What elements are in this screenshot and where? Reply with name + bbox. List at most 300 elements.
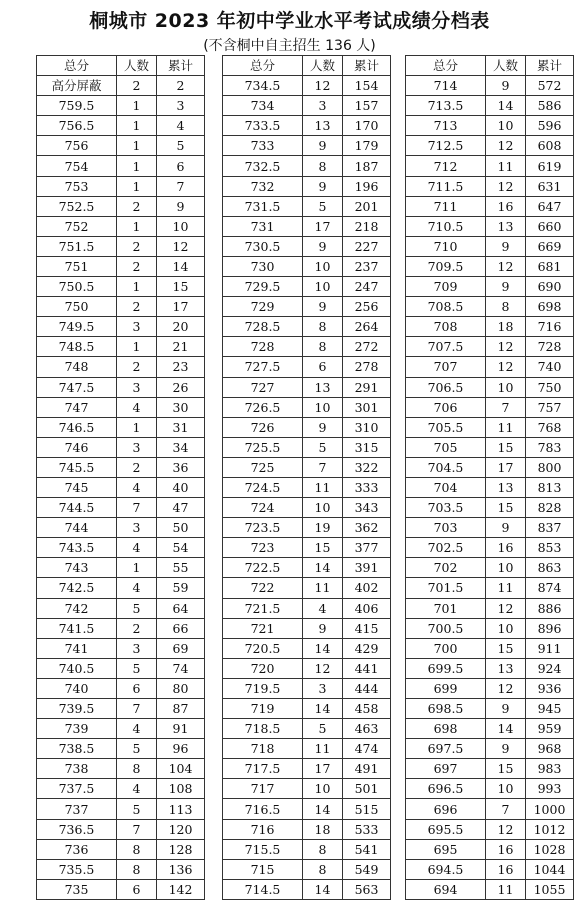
- cell-cumulative: 9: [157, 196, 205, 216]
- score-table-3: [405, 55, 574, 900]
- cell-count: 8: [303, 156, 343, 176]
- table-row: [37, 658, 205, 678]
- cell-total-score: 714.5: [223, 879, 303, 899]
- cell-total-score: 745.5: [37, 457, 117, 477]
- cell-count: 6: [117, 678, 157, 698]
- cell-total-score: 709.5: [406, 256, 486, 276]
- cell-cumulative: 1044: [526, 859, 574, 879]
- table-row: [406, 779, 574, 799]
- cell-count: 14: [303, 879, 343, 899]
- cell-count: 9: [486, 699, 526, 719]
- header-count: 人数: [486, 56, 526, 76]
- cell-total-score: 746: [37, 437, 117, 457]
- cell-cumulative: 17: [157, 297, 205, 317]
- cell-count: 11: [303, 578, 343, 598]
- table-row: [223, 578, 391, 598]
- cell-total-score: 731.5: [223, 196, 303, 216]
- cell-count: 1: [117, 216, 157, 236]
- cell-cumulative: 716: [526, 317, 574, 337]
- cell-cumulative: 563: [343, 879, 391, 899]
- cell-count: 1: [117, 96, 157, 116]
- cell-total-score: 696: [406, 799, 486, 819]
- table-row: [406, 216, 574, 236]
- cell-count: 2: [117, 236, 157, 256]
- cell-count: 7: [117, 819, 157, 839]
- table-row: [223, 799, 391, 819]
- cell-total-score: 705: [406, 437, 486, 457]
- table-row: [223, 759, 391, 779]
- cell-total-score: 711.5: [406, 176, 486, 196]
- cell-count: 9: [486, 739, 526, 759]
- cell-total-score: 706: [406, 397, 486, 417]
- cell-total-score: 739: [37, 719, 117, 739]
- cell-count: 4: [117, 538, 157, 558]
- cell-total-score: 704: [406, 477, 486, 497]
- cell-count: 4: [117, 779, 157, 799]
- table-row: [223, 357, 391, 377]
- cell-total-score: 730: [223, 256, 303, 276]
- cell-count: 11: [486, 879, 526, 899]
- table-row: [223, 417, 391, 437]
- cell-count: 11: [303, 739, 343, 759]
- cell-count: 5: [303, 437, 343, 457]
- table-row: [223, 277, 391, 297]
- table-row: [406, 699, 574, 719]
- cell-total-score: 696.5: [406, 779, 486, 799]
- table-row: [223, 377, 391, 397]
- cell-cumulative: 315: [343, 437, 391, 457]
- cell-total-score: 727.5: [223, 357, 303, 377]
- cell-total-score: 724: [223, 498, 303, 518]
- cell-cumulative: 157: [343, 96, 391, 116]
- cell-cumulative: 541: [343, 839, 391, 859]
- cell-cumulative: 26: [157, 377, 205, 397]
- header-total-score: 总分: [406, 56, 486, 76]
- cell-count: 1: [117, 417, 157, 437]
- table-row: [406, 578, 574, 598]
- cell-total-score: 743.5: [37, 538, 117, 558]
- cell-count: 14: [486, 96, 526, 116]
- cell-count: 10: [303, 498, 343, 518]
- cell-cumulative: 54: [157, 538, 205, 558]
- cell-total-score: 751: [37, 256, 117, 276]
- table-row: [406, 277, 574, 297]
- cell-count: 1: [117, 116, 157, 136]
- cell-total-score: 706.5: [406, 377, 486, 397]
- table-row: [406, 96, 574, 116]
- cell-total-score: 759.5: [37, 96, 117, 116]
- header-cumulative: 累计: [157, 56, 205, 76]
- cell-cumulative: 757: [526, 397, 574, 417]
- cell-cumulative: 5: [157, 136, 205, 156]
- cell-total-score: 728.5: [223, 317, 303, 337]
- cell-cumulative: 264: [343, 317, 391, 337]
- cell-cumulative: 96: [157, 739, 205, 759]
- cell-count: 12: [486, 176, 526, 196]
- cell-cumulative: 120: [157, 819, 205, 839]
- cell-count: 15: [486, 759, 526, 779]
- cell-cumulative: 783: [526, 437, 574, 457]
- cell-total-score: 709: [406, 277, 486, 297]
- table-row: [406, 176, 574, 196]
- table-row: [406, 719, 574, 739]
- cell-count: 8: [303, 317, 343, 337]
- table-row: [223, 638, 391, 658]
- table-row: [223, 397, 391, 417]
- table-row: [37, 759, 205, 779]
- cell-total-score: 710.5: [406, 216, 486, 236]
- table-row: [406, 839, 574, 859]
- table-row: [37, 678, 205, 698]
- cell-cumulative: 800: [526, 457, 574, 477]
- table-row: [223, 518, 391, 538]
- cell-total-score: 734: [223, 96, 303, 116]
- cell-cumulative: 750: [526, 377, 574, 397]
- cell-count: 16: [486, 196, 526, 216]
- cell-cumulative: 187: [343, 156, 391, 176]
- cell-cumulative: 322: [343, 457, 391, 477]
- table-row: [37, 236, 205, 256]
- cell-count: 11: [486, 156, 526, 176]
- table-row: [37, 156, 205, 176]
- table-row: [37, 297, 205, 317]
- cell-count: 11: [303, 477, 343, 497]
- cell-cumulative: 402: [343, 578, 391, 598]
- cell-cumulative: 1012: [526, 819, 574, 839]
- table-row: [37, 859, 205, 879]
- table-row: [223, 176, 391, 196]
- cell-total-score: 718: [223, 739, 303, 759]
- cell-count: 6: [303, 357, 343, 377]
- table-row: [37, 417, 205, 437]
- cell-count: 8: [303, 839, 343, 859]
- cell-cumulative: 20: [157, 317, 205, 337]
- cell-total-score: 695: [406, 839, 486, 859]
- cell-count: 8: [117, 859, 157, 879]
- cell-cumulative: 256: [343, 297, 391, 317]
- cell-cumulative: 968: [526, 739, 574, 759]
- cell-cumulative: 47: [157, 498, 205, 518]
- cell-total-score: 722.5: [223, 558, 303, 578]
- table-row: [406, 538, 574, 558]
- table-row: [406, 357, 574, 377]
- cell-total-score: 720: [223, 658, 303, 678]
- table-row: [37, 277, 205, 297]
- table-row: [223, 76, 391, 96]
- cell-cumulative: 533: [343, 819, 391, 839]
- cell-count: 3: [117, 638, 157, 658]
- cell-cumulative: 837: [526, 518, 574, 538]
- cell-cumulative: 136: [157, 859, 205, 879]
- cell-cumulative: 863: [526, 558, 574, 578]
- table-row: [406, 618, 574, 638]
- cell-count: 4: [117, 719, 157, 739]
- cell-total-score: 705.5: [406, 417, 486, 437]
- table-row: [406, 297, 574, 317]
- cell-total-score: 694.5: [406, 859, 486, 879]
- cell-cumulative: 278: [343, 357, 391, 377]
- cell-cumulative: 924: [526, 658, 574, 678]
- table-row: [37, 357, 205, 377]
- cell-cumulative: 31: [157, 417, 205, 437]
- cell-total-score: 741.5: [37, 618, 117, 638]
- cell-cumulative: 21: [157, 337, 205, 357]
- table-row: [223, 678, 391, 698]
- cell-count: 14: [303, 799, 343, 819]
- table-row: [37, 839, 205, 859]
- cell-count: 1: [117, 277, 157, 297]
- cell-count: 17: [486, 457, 526, 477]
- table-row: [406, 558, 574, 578]
- table-row: [406, 437, 574, 457]
- cell-count: 10: [303, 779, 343, 799]
- table-row: [406, 377, 574, 397]
- cell-count: 7: [117, 699, 157, 719]
- cell-count: 13: [486, 216, 526, 236]
- cell-cumulative: 690: [526, 277, 574, 297]
- cell-total-score: 743: [37, 558, 117, 578]
- table-row: [223, 457, 391, 477]
- cell-cumulative: 12: [157, 236, 205, 256]
- cell-count: 9: [303, 417, 343, 437]
- cell-cumulative: 15: [157, 277, 205, 297]
- cell-cumulative: 813: [526, 477, 574, 497]
- cell-cumulative: 59: [157, 578, 205, 598]
- cell-count: 3: [117, 317, 157, 337]
- table-row: [406, 518, 574, 538]
- table-row: [37, 116, 205, 136]
- cell-count: 1: [117, 337, 157, 357]
- table-row: [223, 618, 391, 638]
- table-row: [406, 859, 574, 879]
- cell-count: 9: [303, 136, 343, 156]
- table-row: [37, 498, 205, 518]
- cell-count: 11: [486, 417, 526, 437]
- cell-cumulative: 441: [343, 658, 391, 678]
- cell-total-score: 713.5: [406, 96, 486, 116]
- table-row: [406, 678, 574, 698]
- table-row: [223, 598, 391, 618]
- cell-cumulative: 572: [526, 76, 574, 96]
- cell-count: 2: [117, 457, 157, 477]
- table-row: [37, 558, 205, 578]
- cell-count: 12: [303, 76, 343, 96]
- table-row: [223, 297, 391, 317]
- cell-count: 10: [303, 256, 343, 276]
- cell-total-score: 700.5: [406, 618, 486, 638]
- cell-cumulative: 40: [157, 477, 205, 497]
- cell-cumulative: 463: [343, 719, 391, 739]
- cell-total-score: 752.5: [37, 196, 117, 216]
- cell-cumulative: 69: [157, 638, 205, 658]
- cell-count: 4: [303, 598, 343, 618]
- cell-cumulative: 128: [157, 839, 205, 859]
- cell-total-score: 698.5: [406, 699, 486, 719]
- cell-count: 9: [303, 176, 343, 196]
- cell-total-score: 731: [223, 216, 303, 236]
- cell-count: 15: [486, 498, 526, 518]
- cell-total-score: 721: [223, 618, 303, 638]
- cell-count: 18: [486, 317, 526, 337]
- cell-cumulative: 218: [343, 216, 391, 236]
- table-row: [37, 779, 205, 799]
- cell-total-score: 699: [406, 678, 486, 698]
- table-row: [223, 879, 391, 899]
- cell-cumulative: 108: [157, 779, 205, 799]
- cell-cumulative: 549: [343, 859, 391, 879]
- cell-cumulative: 993: [526, 779, 574, 799]
- cell-total-score: 744.5: [37, 498, 117, 518]
- cell-count: 2: [117, 357, 157, 377]
- cell-total-score: 740.5: [37, 658, 117, 678]
- cell-total-score: 726.5: [223, 397, 303, 417]
- table-row: [406, 819, 574, 839]
- cell-cumulative: 87: [157, 699, 205, 719]
- table-row: [37, 739, 205, 759]
- cell-count: 17: [303, 759, 343, 779]
- cell-total-score: 736: [37, 839, 117, 859]
- table-row: [406, 156, 574, 176]
- cell-cumulative: 660: [526, 216, 574, 236]
- cell-total-score: 754: [37, 156, 117, 176]
- cell-total-score: 732: [223, 176, 303, 196]
- cell-total-score: 747.5: [37, 377, 117, 397]
- cell-count: 12: [486, 678, 526, 698]
- cell-count: 2: [117, 618, 157, 638]
- cell-total-score: 714: [406, 76, 486, 96]
- table-row: [406, 196, 574, 216]
- table-row: [37, 638, 205, 658]
- table-row: [223, 96, 391, 116]
- table-row: [37, 538, 205, 558]
- cell-total-score: 712.5: [406, 136, 486, 156]
- cell-total-score: 702.5: [406, 538, 486, 558]
- cell-count: 16: [486, 538, 526, 558]
- cell-cumulative: 179: [343, 136, 391, 156]
- table-row: [406, 116, 574, 136]
- cell-count: 13: [486, 658, 526, 678]
- cell-total-score: 703.5: [406, 498, 486, 518]
- table-row: [37, 578, 205, 598]
- cell-cumulative: 170: [343, 116, 391, 136]
- table-header-row: [406, 56, 574, 76]
- cell-count: 1: [117, 176, 157, 196]
- cell-count: 10: [303, 277, 343, 297]
- cell-cumulative: 728: [526, 337, 574, 357]
- table-row: [223, 437, 391, 457]
- cell-total-score: 718.5: [223, 719, 303, 739]
- cell-count: 1: [117, 136, 157, 156]
- cell-count: 15: [486, 437, 526, 457]
- cell-cumulative: 272: [343, 337, 391, 357]
- cell-cumulative: 377: [343, 538, 391, 558]
- cell-count: 16: [486, 859, 526, 879]
- header-total-score: 总分: [223, 56, 303, 76]
- table-row: [223, 236, 391, 256]
- cell-total-score: 736.5: [37, 819, 117, 839]
- cell-total-score: 753: [37, 176, 117, 196]
- cell-count: 6: [117, 879, 157, 899]
- cell-cumulative: 896: [526, 618, 574, 638]
- table-row: [223, 196, 391, 216]
- cell-cumulative: 30: [157, 397, 205, 417]
- cell-count: 5: [117, 598, 157, 618]
- table-row: [406, 477, 574, 497]
- cell-count: 8: [117, 759, 157, 779]
- cell-total-score: 750: [37, 297, 117, 317]
- cell-count: 10: [486, 779, 526, 799]
- cell-total-score: 724.5: [223, 477, 303, 497]
- cell-cumulative: 2: [157, 76, 205, 96]
- cell-total-score: 725: [223, 457, 303, 477]
- cell-cumulative: 945: [526, 699, 574, 719]
- table-row: [37, 216, 205, 236]
- cell-total-score: 737.5: [37, 779, 117, 799]
- table-row: [223, 538, 391, 558]
- cell-total-score: 720.5: [223, 638, 303, 658]
- cell-count: 12: [486, 357, 526, 377]
- cell-total-score: 721.5: [223, 598, 303, 618]
- cell-count: 9: [486, 76, 526, 96]
- cell-total-score: 748.5: [37, 337, 117, 357]
- cell-total-score: 697: [406, 759, 486, 779]
- cell-cumulative: 237: [343, 256, 391, 276]
- table-row: [37, 699, 205, 719]
- cell-total-score: 729: [223, 297, 303, 317]
- cell-count: 15: [486, 638, 526, 658]
- cell-count: 10: [486, 558, 526, 578]
- cell-count: 2: [117, 196, 157, 216]
- cell-count: 9: [303, 297, 343, 317]
- cell-cumulative: 1000: [526, 799, 574, 819]
- cell-cumulative: 333: [343, 477, 391, 497]
- cell-total-score: 710: [406, 236, 486, 256]
- header-total-score: 总分: [37, 56, 117, 76]
- cell-cumulative: 768: [526, 417, 574, 437]
- table-row: [406, 256, 574, 276]
- table-row: [37, 337, 205, 357]
- cell-cumulative: 201: [343, 196, 391, 216]
- table-row: [406, 236, 574, 256]
- cell-cumulative: 55: [157, 558, 205, 578]
- cell-cumulative: 23: [157, 357, 205, 377]
- cell-count: 8: [117, 839, 157, 859]
- cell-count: 12: [486, 598, 526, 618]
- cell-count: 10: [486, 618, 526, 638]
- cell-total-score: 734.5: [223, 76, 303, 96]
- cell-count: 7: [117, 498, 157, 518]
- cell-count: 1: [117, 558, 157, 578]
- table-row: [223, 256, 391, 276]
- header-cumulative: 累计: [343, 56, 391, 76]
- score-table-2: [222, 55, 391, 900]
- table-row: [37, 477, 205, 497]
- cell-cumulative: 310: [343, 417, 391, 437]
- table-header-row: [37, 56, 205, 76]
- cell-total-score: 701.5: [406, 578, 486, 598]
- cell-cumulative: 936: [526, 678, 574, 698]
- cell-total-score: 738: [37, 759, 117, 779]
- table-row: [406, 658, 574, 678]
- table-row: [223, 337, 391, 357]
- cell-count: 14: [486, 719, 526, 739]
- cell-cumulative: 391: [343, 558, 391, 578]
- header-count: 人数: [303, 56, 343, 76]
- table-row: [406, 317, 574, 337]
- cell-count: 1: [117, 156, 157, 176]
- table-row: [223, 779, 391, 799]
- cell-cumulative: 50: [157, 518, 205, 538]
